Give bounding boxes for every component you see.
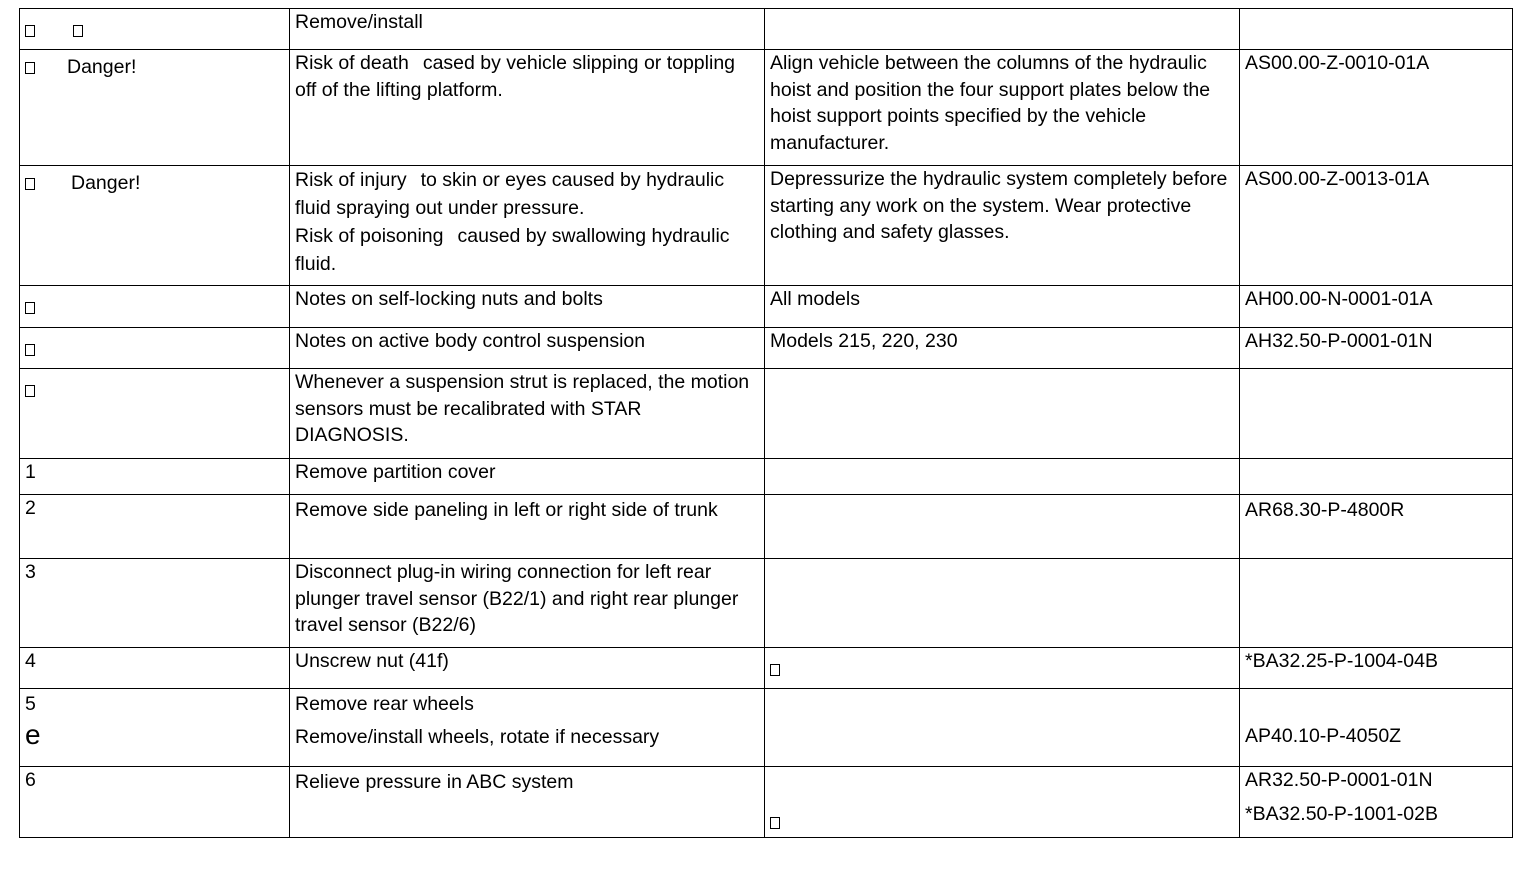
notes-cell: Depressurize the hydraulic system completely before starting any work on the system. Wear protective clothing and safety glasses.	[765, 166, 1240, 286]
notes-cell	[765, 9, 1240, 50]
reference-cell	[1240, 559, 1513, 648]
notes-cell	[765, 648, 1240, 689]
table-row	[20, 767, 1513, 838]
placeholder-icon	[73, 25, 83, 37]
danger-label: Danger!	[67, 56, 137, 78]
notes-cell	[765, 559, 1240, 648]
warning-icon	[25, 178, 35, 190]
tool-icon	[770, 664, 780, 676]
reference-cell	[1240, 459, 1513, 495]
risk-text: cased by vehicle slipping or toppling off of the lifting platform.	[295, 52, 736, 101]
table-row	[20, 689, 1513, 767]
reference-code: *BA32.50-P-1001-02B	[1245, 802, 1438, 825]
table-row	[20, 286, 1513, 328]
warning-icon	[25, 62, 35, 74]
description-cell: Disconnect plug-in wiring connection for left rear plunger travel sensor (B22/1) and right rear plunger travel sensor (B22/6)	[290, 559, 765, 648]
notes-cell	[765, 369, 1240, 459]
reference-code: AP40.10-P-4050Z	[1245, 725, 1402, 747]
reference-cell	[1240, 9, 1513, 50]
reference-cell	[1240, 767, 1513, 838]
table-row	[20, 559, 1513, 648]
step-number: 1	[20, 459, 290, 495]
notes-cell: Models 215, 220, 230	[765, 328, 1240, 369]
notes-cell	[765, 495, 1240, 559]
step-number-label: 5	[25, 693, 36, 715]
step-number: 2	[20, 495, 290, 559]
description-cell: Unscrew nut (41f)	[290, 648, 765, 689]
table-row	[20, 459, 1513, 495]
reference-cell: AR68.30-P-4800R	[1240, 495, 1513, 559]
symbol-cell	[20, 328, 290, 369]
symbol-cell	[20, 286, 290, 328]
procedure-table	[19, 8, 1513, 838]
placeholder-icon	[25, 25, 35, 37]
description-cell: Notes on active body control suspension	[290, 328, 765, 369]
description-cell: Remove side paneling in left or right side of trunk	[290, 495, 765, 559]
step-number	[20, 689, 290, 767]
description-cell: Whenever a suspension strut is replaced, the motion sensors must be recalibrated with STAR DIAGNOSIS.	[290, 369, 765, 459]
description-cell	[290, 166, 765, 286]
note-icon	[25, 344, 35, 356]
step-number: 6	[20, 767, 290, 838]
symbol-cell	[20, 369, 290, 459]
description-cell: Remove partition cover	[290, 459, 765, 495]
risk-title: Risk of injury	[295, 169, 407, 191]
sub-step-text: Remove/install wheels, rotate if necessary	[295, 725, 660, 748]
description-cell: Remove/install	[290, 9, 765, 50]
table-row	[20, 166, 1513, 286]
table-row	[20, 9, 1513, 50]
reference-cell: AH00.00-N-0001-01A	[1240, 286, 1513, 328]
notes-cell	[765, 689, 1240, 767]
symbol-cell	[20, 50, 290, 166]
notes-cell: Align vehicle between the columns of the hydraulic hoist and position the four support plates below the hoist support points specified by the vehicle manufacturer.	[765, 50, 1240, 166]
note-icon	[25, 385, 35, 397]
risk-title: Risk of death	[295, 52, 409, 74]
step-number: 4	[20, 648, 290, 689]
table-row	[20, 50, 1513, 166]
description-cell	[290, 50, 765, 166]
reference-cell: AH32.50-P-0001-01N	[1240, 328, 1513, 369]
sub-step-label: e	[25, 718, 41, 750]
description-cell: Notes on self-locking nuts and bolts	[290, 286, 765, 328]
risk-text: to skin or eyes caused by hydraulic fluid spraying out under pressure.	[295, 169, 725, 219]
table-row	[20, 495, 1513, 559]
step-text: Remove rear wheels	[295, 693, 474, 715]
risk-text: caused by swallowing hydraulic fluid.	[295, 225, 730, 275]
description-cell: Relieve pressure in ABC system	[290, 767, 765, 838]
reference-cell: AS00.00-Z-0013-01A	[1240, 166, 1513, 286]
notes-cell	[765, 767, 1240, 838]
tool-icon	[770, 817, 780, 829]
notes-cell: All models	[765, 286, 1240, 328]
risk-title: Risk of poisoning	[295, 225, 444, 247]
description-cell	[290, 689, 765, 767]
reference-cell	[1240, 369, 1513, 459]
notes-cell	[765, 459, 1240, 495]
reference-cell: *BA32.25-P-1004-04B	[1240, 648, 1513, 689]
table-row	[20, 648, 1513, 689]
symbol-cell	[20, 166, 290, 286]
reference-cell	[1240, 689, 1513, 767]
reference-cell: AS00.00-Z-0010-01A	[1240, 50, 1513, 166]
table-row	[20, 328, 1513, 369]
step-number: 3	[20, 559, 290, 648]
symbol-cell	[20, 9, 290, 50]
table-row	[20, 369, 1513, 459]
danger-label: Danger!	[71, 172, 141, 194]
note-icon	[25, 302, 35, 314]
reference-code: AR32.50-P-0001-01N	[1245, 769, 1433, 791]
